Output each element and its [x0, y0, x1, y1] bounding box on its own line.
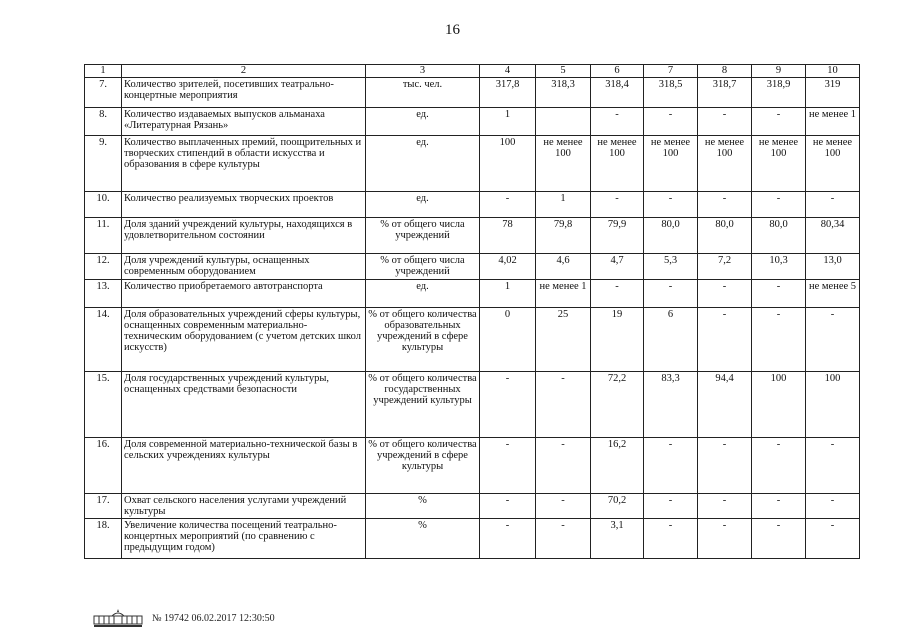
- value-cell: 83,3: [644, 372, 698, 438]
- row-number-cell: 9.: [85, 136, 122, 192]
- unit-cell: % от общего числа учреждений: [366, 218, 480, 254]
- value-cell: 72,2: [591, 372, 644, 438]
- value-cell: 3,1: [591, 519, 644, 559]
- value-cell: -: [698, 108, 752, 136]
- value-cell: -: [591, 108, 644, 136]
- building-logo-icon: [92, 607, 144, 629]
- unit-cell: ед.: [366, 192, 480, 218]
- document-stamp: [92, 606, 275, 630]
- value-cell: 78: [480, 218, 536, 254]
- value-cell: -: [536, 438, 591, 494]
- table-row: [85, 519, 860, 559]
- value-cell: 100: [806, 372, 860, 438]
- value-cell: 6: [644, 308, 698, 372]
- value-cell: 79,9: [591, 218, 644, 254]
- value-cell: -: [536, 372, 591, 438]
- table-row: [85, 372, 860, 438]
- row-number-cell: 14.: [85, 308, 122, 372]
- value-cell: -: [591, 280, 644, 308]
- value-cell: -: [698, 438, 752, 494]
- indicator-name-cell: Доля учреждений культуры, оснащенных современным оборудованием: [122, 254, 366, 280]
- row-number-cell: 16.: [85, 438, 122, 494]
- value-cell: -: [752, 280, 806, 308]
- value-cell: -: [480, 192, 536, 218]
- value-cell: не менее 100: [644, 136, 698, 192]
- value-cell: -: [698, 308, 752, 372]
- value-cell: -: [752, 108, 806, 136]
- value-cell: -: [698, 192, 752, 218]
- value-cell: не менее 1: [806, 108, 860, 136]
- indicator-name-cell: Количество выплаченных премий, поощрительных и творческих стипендий в области искусства и образования в сфере культуры: [122, 136, 366, 192]
- value-cell: -: [752, 494, 806, 519]
- value-cell: [536, 108, 591, 136]
- header-cell: 5: [536, 65, 591, 78]
- value-cell: не менее 5: [806, 280, 860, 308]
- value-cell: 0: [480, 308, 536, 372]
- value-cell: не менее 100: [806, 136, 860, 192]
- indicator-name-cell: Количество реализуемых творческих проектов: [122, 192, 366, 218]
- value-cell: 79,8: [536, 218, 591, 254]
- page-number: 16: [445, 22, 460, 38]
- registration-stamp-text: № 19742 06.02.2017 12:30:50: [152, 612, 275, 624]
- value-cell: -: [644, 192, 698, 218]
- value-cell: 80,0: [644, 218, 698, 254]
- value-cell: не менее 100: [536, 136, 591, 192]
- value-cell: -: [698, 494, 752, 519]
- value-cell: -: [536, 494, 591, 519]
- value-cell: -: [644, 108, 698, 136]
- indicator-name-cell: Увеличение количества посещений театрально-концертных мероприятий (по сравнению с предыдущим годом): [122, 519, 366, 559]
- indicator-name-cell: Количество приобретаемого автотранспорта: [122, 280, 366, 308]
- row-number-cell: 18.: [85, 519, 122, 559]
- value-cell: 4,7: [591, 254, 644, 280]
- table-header-row: [85, 65, 860, 78]
- unit-cell: ед.: [366, 280, 480, 308]
- row-number-cell: 17.: [85, 494, 122, 519]
- value-cell: -: [536, 519, 591, 559]
- value-cell: -: [698, 280, 752, 308]
- indicator-name-cell: Охват сельского населения услугами учреждений культуры: [122, 494, 366, 519]
- header-cell: 4: [480, 65, 536, 78]
- unit-cell: % от общего количества образовательных учреждений в сфере культуры: [366, 308, 480, 372]
- value-cell: 318,3: [536, 78, 591, 108]
- row-number-cell: 8.: [85, 108, 122, 136]
- value-cell: -: [480, 494, 536, 519]
- value-cell: 19: [591, 308, 644, 372]
- indicator-name-cell: Количество зрителей, посетивших театрально-концертные мероприятия: [122, 78, 366, 108]
- header-cell: 10: [806, 65, 860, 78]
- unit-cell: % от общего количества учреждений в сфере культуры: [366, 438, 480, 494]
- value-cell: -: [480, 519, 536, 559]
- indicators-table: [84, 64, 860, 559]
- unit-cell: %: [366, 519, 480, 559]
- indicator-name-cell: Доля зданий учреждений культуры, находящихся в удовлетворительном состоянии: [122, 218, 366, 254]
- value-cell: 94,4: [698, 372, 752, 438]
- value-cell: 25: [536, 308, 591, 372]
- value-cell: 16,2: [591, 438, 644, 494]
- row-number-cell: 13.: [85, 280, 122, 308]
- value-cell: -: [480, 438, 536, 494]
- header-cell: 7: [644, 65, 698, 78]
- header-cell: 6: [591, 65, 644, 78]
- table-row: [85, 494, 860, 519]
- value-cell: не менее 100: [698, 136, 752, 192]
- row-number-cell: 11.: [85, 218, 122, 254]
- row-number-cell: 10.: [85, 192, 122, 218]
- row-number-cell: 15.: [85, 372, 122, 438]
- value-cell: -: [480, 372, 536, 438]
- row-number-cell: 12.: [85, 254, 122, 280]
- header-cell: 8: [698, 65, 752, 78]
- value-cell: 70,2: [591, 494, 644, 519]
- value-cell: 1: [480, 280, 536, 308]
- value-cell: 318,5: [644, 78, 698, 108]
- header-cell: 9: [752, 65, 806, 78]
- value-cell: -: [806, 519, 860, 559]
- table-row: [85, 136, 860, 192]
- value-cell: 317,8: [480, 78, 536, 108]
- value-cell: -: [806, 494, 860, 519]
- value-cell: 4,6: [536, 254, 591, 280]
- value-cell: 318,4: [591, 78, 644, 108]
- value-cell: 80,34: [806, 218, 860, 254]
- value-cell: 100: [480, 136, 536, 192]
- header-cell: 3: [366, 65, 480, 78]
- unit-cell: ед.: [366, 136, 480, 192]
- indicator-name-cell: Доля образовательных учреждений сферы культуры, оснащенных современным материально-техническим оборудованием (с учетом детских школ искусств): [122, 308, 366, 372]
- value-cell: -: [752, 308, 806, 372]
- table-row: [85, 438, 860, 494]
- table-row: [85, 108, 860, 136]
- table-row: [85, 78, 860, 108]
- value-cell: -: [591, 192, 644, 218]
- indicator-name-cell: Количество издаваемых выпусков альманаха «Литературная Рязань»: [122, 108, 366, 136]
- indicator-name-cell: Доля государственных учреждений культуры, оснащенных средствами безопасности: [122, 372, 366, 438]
- unit-cell: тыс. чел.: [366, 78, 480, 108]
- table-row: [85, 192, 860, 218]
- table-row: [85, 308, 860, 372]
- value-cell: 318,9: [752, 78, 806, 108]
- value-cell: 1: [536, 192, 591, 218]
- value-cell: 100: [752, 372, 806, 438]
- value-cell: -: [644, 519, 698, 559]
- value-cell: 10,3: [752, 254, 806, 280]
- value-cell: -: [806, 192, 860, 218]
- value-cell: 1: [480, 108, 536, 136]
- value-cell: -: [644, 494, 698, 519]
- value-cell: не менее 100: [591, 136, 644, 192]
- value-cell: 5,3: [644, 254, 698, 280]
- value-cell: -: [806, 438, 860, 494]
- value-cell: 4,02: [480, 254, 536, 280]
- value-cell: -: [644, 438, 698, 494]
- unit-cell: ед.: [366, 108, 480, 136]
- value-cell: -: [752, 438, 806, 494]
- unit-cell: % от общего числа учреждений: [366, 254, 480, 280]
- table-row: [85, 254, 860, 280]
- value-cell: 319: [806, 78, 860, 108]
- value-cell: -: [698, 519, 752, 559]
- value-cell: -: [806, 308, 860, 372]
- unit-cell: % от общего количества государственных учреждений культуры: [366, 372, 480, 438]
- value-cell: 80,0: [698, 218, 752, 254]
- value-cell: 7,2: [698, 254, 752, 280]
- table-row: [85, 280, 860, 308]
- value-cell: -: [752, 192, 806, 218]
- table-row: [85, 218, 860, 254]
- value-cell: не менее 100: [752, 136, 806, 192]
- header-cell: 2: [122, 65, 366, 78]
- value-cell: не менее 1: [536, 280, 591, 308]
- indicator-name-cell: Доля современной материально-технической базы в сельских учреждениях культуры: [122, 438, 366, 494]
- header-cell: 1: [85, 65, 122, 78]
- unit-cell: %: [366, 494, 480, 519]
- value-cell: -: [644, 280, 698, 308]
- value-cell: 80,0: [752, 218, 806, 254]
- value-cell: 318,7: [698, 78, 752, 108]
- row-number-cell: 7.: [85, 78, 122, 108]
- value-cell: 13,0: [806, 254, 860, 280]
- value-cell: -: [752, 519, 806, 559]
